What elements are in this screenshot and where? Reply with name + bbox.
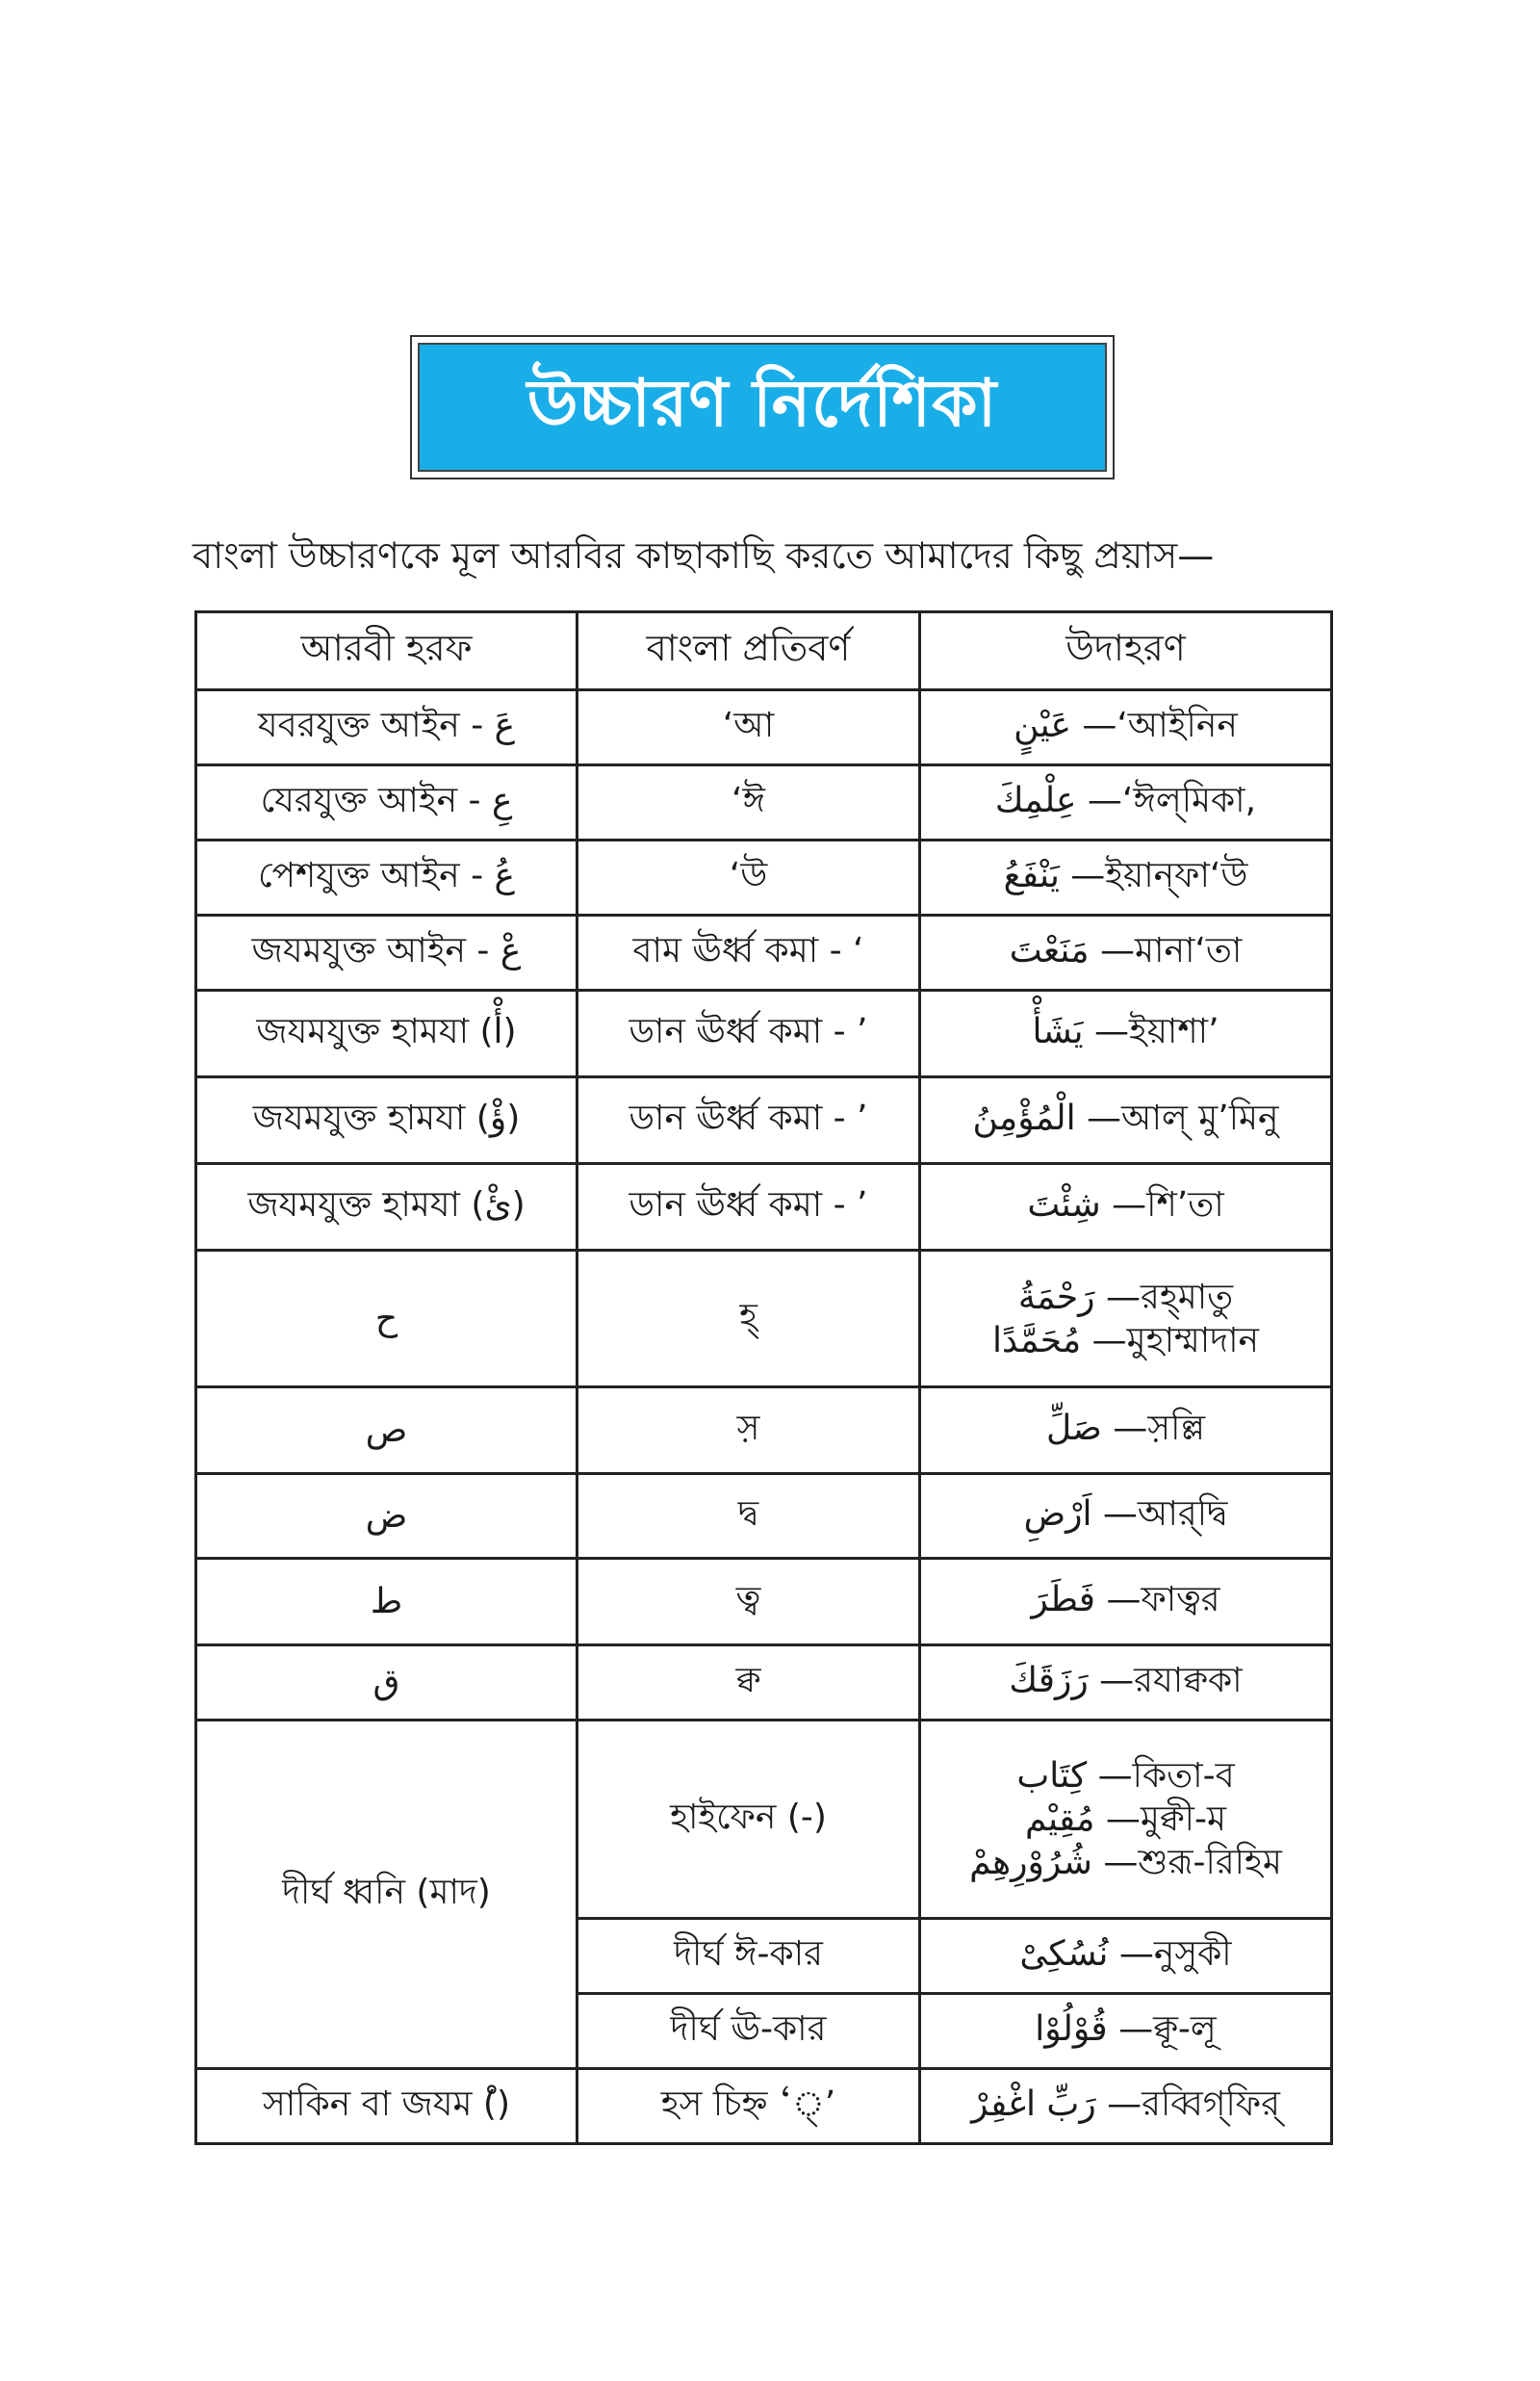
cell-letter: ح (196, 1251, 578, 1387)
cell-bengali: হ্‌ (578, 1251, 920, 1387)
table-row (196, 916, 1332, 991)
cell-letter: পেশযুক্ত আইন - عُ (196, 841, 578, 916)
cell-bengali: ‘উ (578, 841, 920, 916)
cell-bengali: ডান ঊর্ধ্ব কমা - ’ (578, 1164, 920, 1251)
cell-example: رَبِّ اغْفِرْ —রব্বিগ্‌ফির্‌ (920, 2069, 1332, 2144)
table-row (196, 1559, 1332, 1645)
table-row (196, 690, 1332, 765)
cell-bengali: বাম ঊর্ধ্ব কমা - ‘ (578, 916, 920, 991)
cell-letter: ق (196, 1645, 578, 1721)
table-row (196, 1387, 1332, 1474)
title-frame (410, 335, 1115, 479)
cell-bengali: ‘ঈ (578, 765, 920, 841)
table-row (196, 1251, 1332, 1387)
cell-bengali: দ্ব (578, 1474, 920, 1559)
cell-bengali: ত্ব (578, 1559, 920, 1645)
cell-example: الْمُؤْمِنُ —আল্‌ মু’মিনু (920, 1077, 1332, 1164)
cell-example: قُوْلُوْا —ক্বূ-লূ (920, 1994, 1332, 2069)
example-line: مُحَمَّدًا —মুহাম্মাদান (991, 1320, 1260, 1360)
table-row-sukun (196, 2069, 1332, 2144)
cell-letter: যেরযুক্ত আইন - عِ (196, 765, 578, 841)
header-bengali-transliteration: বাংলা প্রতিবর্ণ (578, 612, 920, 690)
table-row (196, 1164, 1332, 1251)
cell-bengali: ক্ব (578, 1645, 920, 1721)
table-row (196, 1077, 1332, 1164)
cell-example: يَنْفَعُ —ইয়ান্‌ফা‘উ (920, 841, 1332, 916)
cell-example: رَزَقَكَ —রযাক্বকা (920, 1645, 1332, 1721)
example-line: شُرُوْرِهِمْ —শুরূ-রিহিম (969, 1843, 1282, 1882)
cell-letter: ط (196, 1559, 578, 1645)
example-line: رَحْمَةُ —রহ্‌মাতু (1017, 1277, 1234, 1317)
cell-example: مَنَعْتَ —মানা‘তা (920, 916, 1332, 991)
cell-bengali: স় (578, 1387, 920, 1474)
cell-example: عَيْنٍ —‘আইনিন (920, 690, 1332, 765)
title-banner (418, 343, 1107, 472)
table-row (196, 765, 1332, 841)
intro-text: বাংলা উচ্চারণকে মূল আরবির কাছাকাছি করতে আমাদের কিছু প্রয়াস— (192, 534, 1215, 577)
cell-letter: জযমযুক্ত আইন - عْ (196, 916, 578, 991)
pronunciation-table (194, 610, 1333, 2145)
table-row (196, 991, 1332, 1077)
cell-letter: জযমযুক্ত হামযা (ئْ) (196, 1164, 578, 1251)
header-example: উদাহরণ (920, 612, 1332, 690)
cell-letter: সাকিন বা জযম (ْ) (196, 2069, 578, 2144)
cell-example: اَرْضِ —আর্‌দ্বি (920, 1474, 1332, 1559)
cell-letter-madd: দীর্ঘ ধ্বনি (মাদ) (196, 1721, 578, 2069)
cell-bengali: হস চিহ্ন ‘্’ (578, 2069, 920, 2144)
table-row-madd-hyphen (196, 1721, 1332, 1919)
cell-example: عِلْمِكَ —‘ঈল্‌মিকা, (920, 765, 1332, 841)
cell-letter: ص (196, 1387, 578, 1474)
cell-bengali: দীর্ঘ ঊ-কার (578, 1994, 920, 2069)
page-title: উচ্চারণ নির্দেশিকা (526, 366, 998, 442)
table-row (196, 1645, 1332, 1721)
cell-bengali: ‘আ (578, 690, 920, 765)
cell-example: فَطَرَ —ফাত্বর (920, 1559, 1332, 1645)
cell-bengali: ডান ঊর্ধ্ব কমা - ’ (578, 1077, 920, 1164)
cell-letter: ض (196, 1474, 578, 1559)
cell-example: شِئْتَ —শি’তা (920, 1164, 1332, 1251)
example-line: مُقِيْم —মুক্বী-ম (1025, 1799, 1226, 1839)
table-row (196, 1474, 1332, 1559)
cell-bengali: ডান ঊর্ধ্ব কমা - ’ (578, 991, 920, 1077)
cell-example (920, 1721, 1332, 1919)
cell-letter: যবরযুক্ত আইন - عَ (196, 690, 578, 765)
table-row (196, 841, 1332, 916)
example-line: كِتَاب —কিতা-ব (1016, 1756, 1235, 1796)
cell-example: صَلِّ —স়ল্লি (920, 1387, 1332, 1474)
cell-example: نُسُكِىْ —নুসুকী (920, 1919, 1332, 1994)
table-header-row (196, 612, 1332, 690)
cell-example: يَشَأْ —ইয়াশা’ (920, 991, 1332, 1077)
cell-bengali: হাইফেন (-) (578, 1721, 920, 1919)
cell-example (920, 1251, 1332, 1387)
cell-bengali: দীর্ঘ ঈ-কার (578, 1919, 920, 1994)
cell-letter: জযমযুক্ত হামযা (ؤْ) (196, 1077, 578, 1164)
cell-letter: জযমযুক্ত হামযা (أْ) (196, 991, 578, 1077)
header-arabic-letter: আরবী হরফ (196, 612, 578, 690)
